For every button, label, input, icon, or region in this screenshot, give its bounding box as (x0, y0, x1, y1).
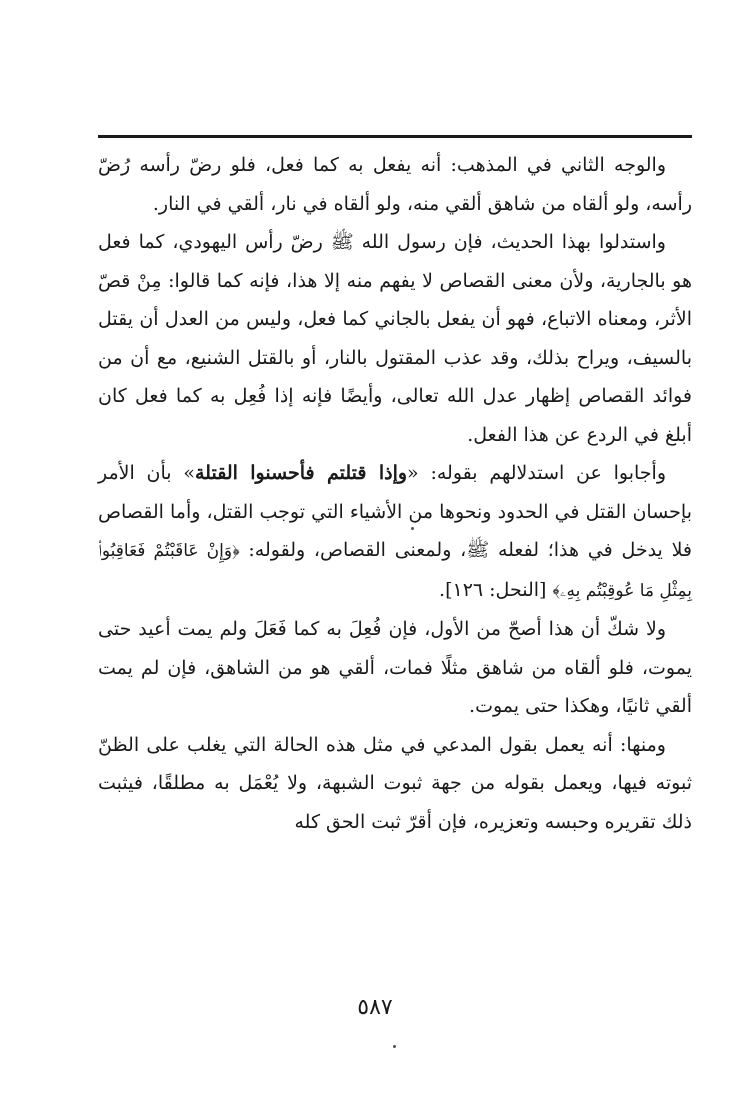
quran-verse: ﴿وَإِنْ عَاقَبْتُمْ فَعَاقِبُوا۟ بِمِثْلِ مَا عُوقِبْتُم بِهِۦ﴾ (98, 541, 692, 601)
scan-speck (411, 527, 414, 530)
page-body (98, 146, 692, 841)
page-number: ٥٨٧ (357, 995, 393, 1020)
hadith-quote: وإذا قتلتم فأحسنوا القتلة (195, 462, 408, 484)
paragraph-4: ولا شكّ أن هذا أصحّ من الأول، فإن فُعِلَ به كما فَعَلَ ولم يمت أعيد حتى يموت، فلو ألقاه من شاهق مثلًا فمات، ألقي هو من الشاهق، فإن لم يمت ألقي ثانيًا، وهكذا حتى يموت. (98, 618, 692, 717)
paragraph-2: واستدلوا بهذا الحديث، فإن رسول الله ﷺ رضّ رأس اليهودي، كما فعل هو بالجارية، ولأن معنى القصاص لا يفهم منه إلا هذا، فإنه كما قالوا: مِنْ قصّ الأثر، ومعناه الاتباع، فهو أن يفعل بالجاني كما فعل، وليس من العدل أن يقتل بالسيف، ويراح بذلك، وقد عذب المقتول بالنار، أو بالقتل الشنيع، مع أن من فوائد القصاص إظهار عدل الله تعالى، وأيضًا فإنه إذا فُعِل به كما فعل كان أبلغ في الردع عن هذا الفعل. (98, 231, 692, 446)
header-rule (98, 135, 692, 138)
scan-speck (393, 1045, 396, 1048)
paragraph-3 (98, 454, 692, 610)
paragraph-1: والوجه الثاني في المذهب: أنه يفعل به كما فعل، فلو رضّ رأسه رُضّ رأسه، ولو ألقاه من شاهق ألقي منه، ولو ألقاه في نار، ألقي في النار. (98, 154, 692, 215)
paragraph-5: ومنها: أنه يعمل بقول المدعي في مثل هذه الحالة التي يغلب على الظنّ ثبوته فيها، ويعمل بقوله من جهة ثبوت الشبهة، ولا يُعْمَل به مطلقًا، فيثبت ذلك تقريره وحبسه وتعزيره، فإن أقرّ ثبت الحق كله (98, 733, 692, 833)
verse-citation: [النحل: ١٢٦]. (439, 578, 553, 601)
paragraph-3-body: » بأن الأمر بإحسان القتل في الحدود ونحوها من الأشياء التي توجب القتل، وأما القصاص فلا يدخل في هذا؛ لفعله ﷺ، ولمعنى القصاص، ولقوله: (98, 462, 693, 561)
paragraph-3-intro: وأجابوا عن استدلالهم بقوله: « (407, 462, 666, 484)
